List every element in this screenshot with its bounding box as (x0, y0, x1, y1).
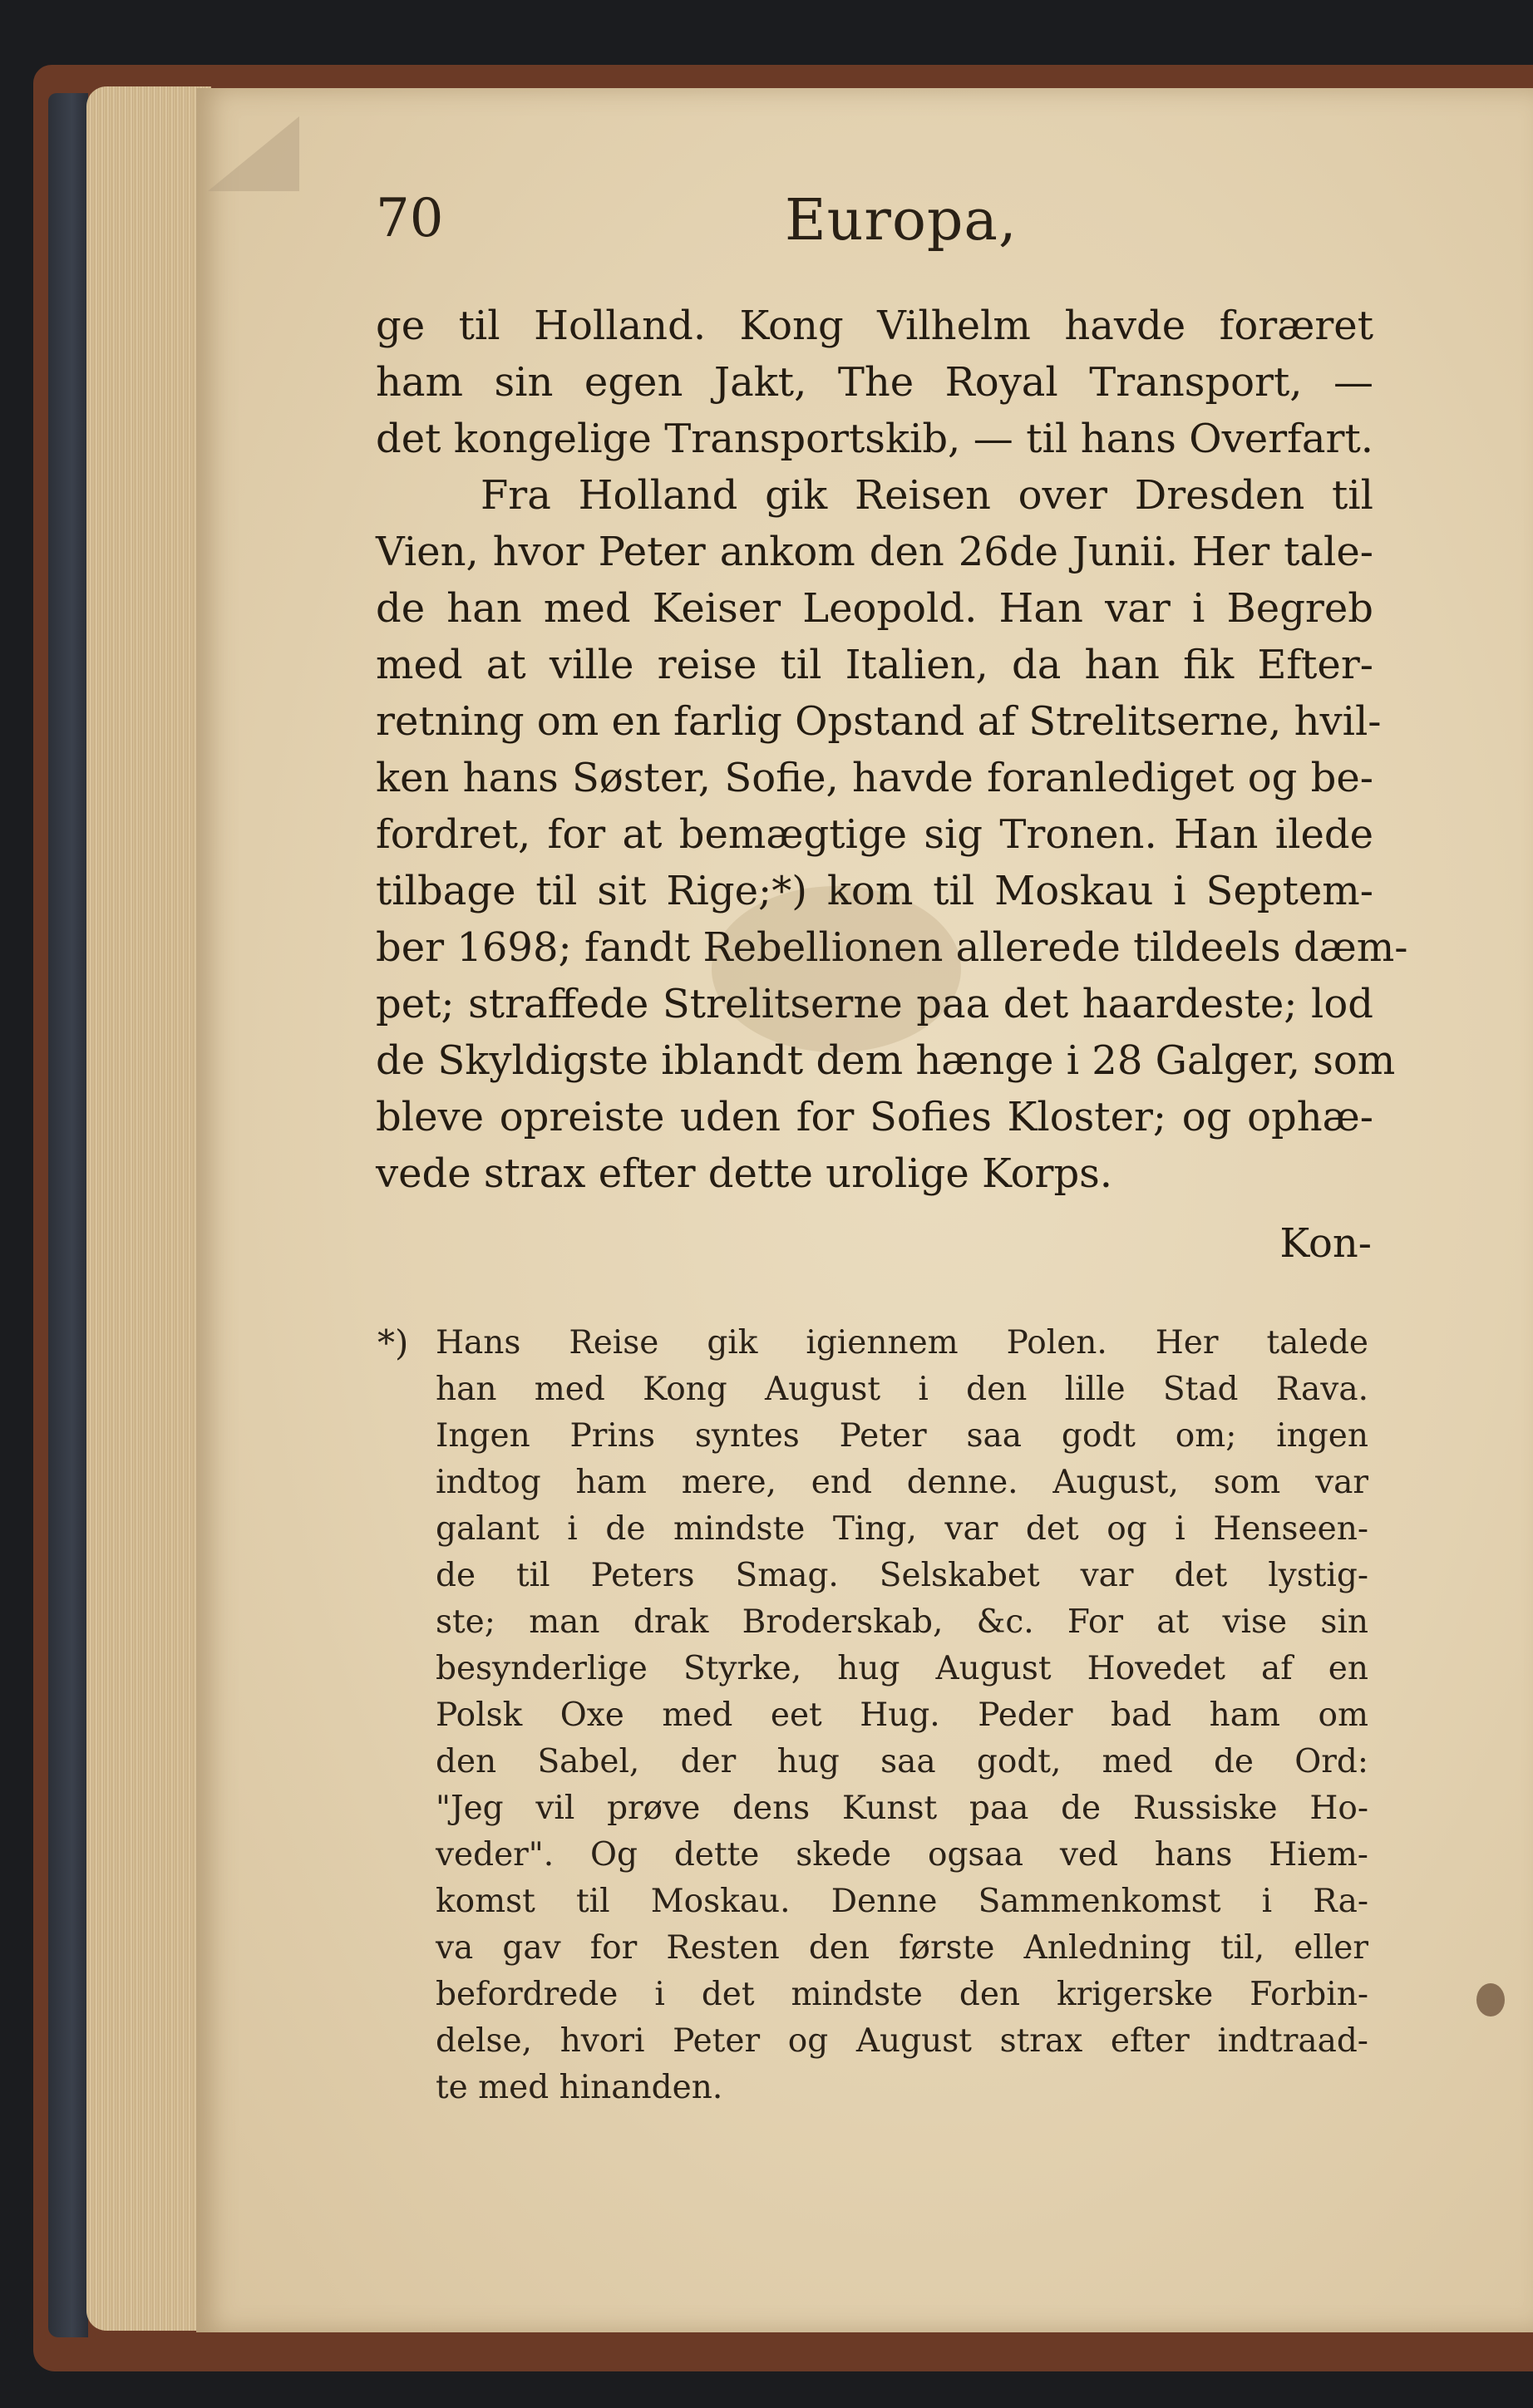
page-number: 70 (376, 188, 444, 249)
page-header (376, 188, 1373, 263)
page-edges (86, 86, 211, 2331)
text-line: Vien, hvor Peter ankom den 26de Junii. Her tale- (376, 529, 1373, 575)
footnote-line: den Sabel, der hug saa godt, med de Ord: (436, 1743, 1368, 1780)
folded-corner (208, 116, 299, 191)
footnote-line: de til Peters Smag. Selskabet var det lystig- (436, 1557, 1368, 1594)
footnote-line: ste; man drak Broderskab, &c. For at vise sin (436, 1603, 1368, 1641)
text-line: retning om en farlig Opstand af Strelitserne, hvil- (376, 698, 1382, 745)
main-text (376, 298, 1408, 1202)
footnote (377, 1320, 1368, 2111)
book-board (48, 93, 88, 2337)
text-line: bleve opreiste uden for Sofies Kloster; og ophæ- (376, 1094, 1373, 1140)
text-line: de Skyldigste iblandt dem hænge i 28 Galger, som (376, 1037, 1396, 1084)
footnote-line: Ingen Prins syntes Peter saa godt om; ingen (436, 1417, 1368, 1455)
text-line: fordret, for at bemægtige sig Tronen. Han ilede (376, 811, 1373, 858)
catchword: Kon- (1279, 1220, 1372, 1267)
text-line: de han med Keiser Leopold. Han var i Begreb (376, 585, 1373, 632)
text-line: Fra Holland gik Reisen over Dresden til (481, 472, 1373, 519)
text-line: ken hans Søster, Sofie, havde foranlediget og be- (376, 755, 1373, 801)
footnote-line: komst til Moskau. Denne Sammenkomst i Ra- (436, 1883, 1368, 1920)
footnote-line: Polsk Oxe med eet Hug. Peder bad ham om (436, 1696, 1368, 1734)
footnote-line: galant i de mindste Ting, var det og i Henseen- (436, 1510, 1368, 1548)
text-line: det kongelige Transportskib, — til hans Overfart. (376, 416, 1373, 462)
footnote-line: va gav for Resten den første Anledning til, eller (436, 1929, 1368, 1967)
footnote-marker: *) (377, 1322, 409, 1363)
footnote-line: delse, hvori Peter og August strax efter indtraad- (436, 2022, 1368, 2060)
footnote-line: "Jeg vil prøve dens Kunst paa de Russiske Ho- (436, 1790, 1368, 1827)
footnote-line: te med hinanden. (436, 2069, 723, 2106)
text-line: pet; straffede Strelitserne paa det haardeste; lod (376, 981, 1373, 1027)
text-line: ber 1698; fandt Rebellionen allerede tildeels dæm- (376, 924, 1408, 971)
text-line: ge til Holland. Kong Vilhelm havde foræret (376, 303, 1373, 349)
text-line: tilbage til sit Rige;*) kom til Moskau i Septem- (376, 868, 1373, 914)
footnote-line: Hans Reise gik igiennem Polen. Her talede (436, 1324, 1368, 1362)
text-line: med at ville reise til Italien, da han fik Efter- (376, 642, 1373, 688)
footnote-line: befordrede i det mindste den krigerske Forbin- (436, 1976, 1368, 2013)
footnote-line: han med Kong August i den lille Stad Rava. (436, 1371, 1368, 1408)
text-line: ham sin egen Jakt, The Royal Transport, — (376, 359, 1373, 406)
footnote-line: besynderlige Styrke, hug August Hovedet af en (436, 1650, 1368, 1687)
page-stain (1476, 1983, 1505, 2017)
text-line: vede strax efter dette urolige Korps. (376, 1150, 1113, 1197)
footnote-line: veder". Og dette skede ogsaa ved hans Hiem- (436, 1836, 1368, 1874)
running-head: Europa, (785, 188, 1018, 254)
footnote-line: indtog ham mere, end denne. August, som var (436, 1464, 1368, 1501)
